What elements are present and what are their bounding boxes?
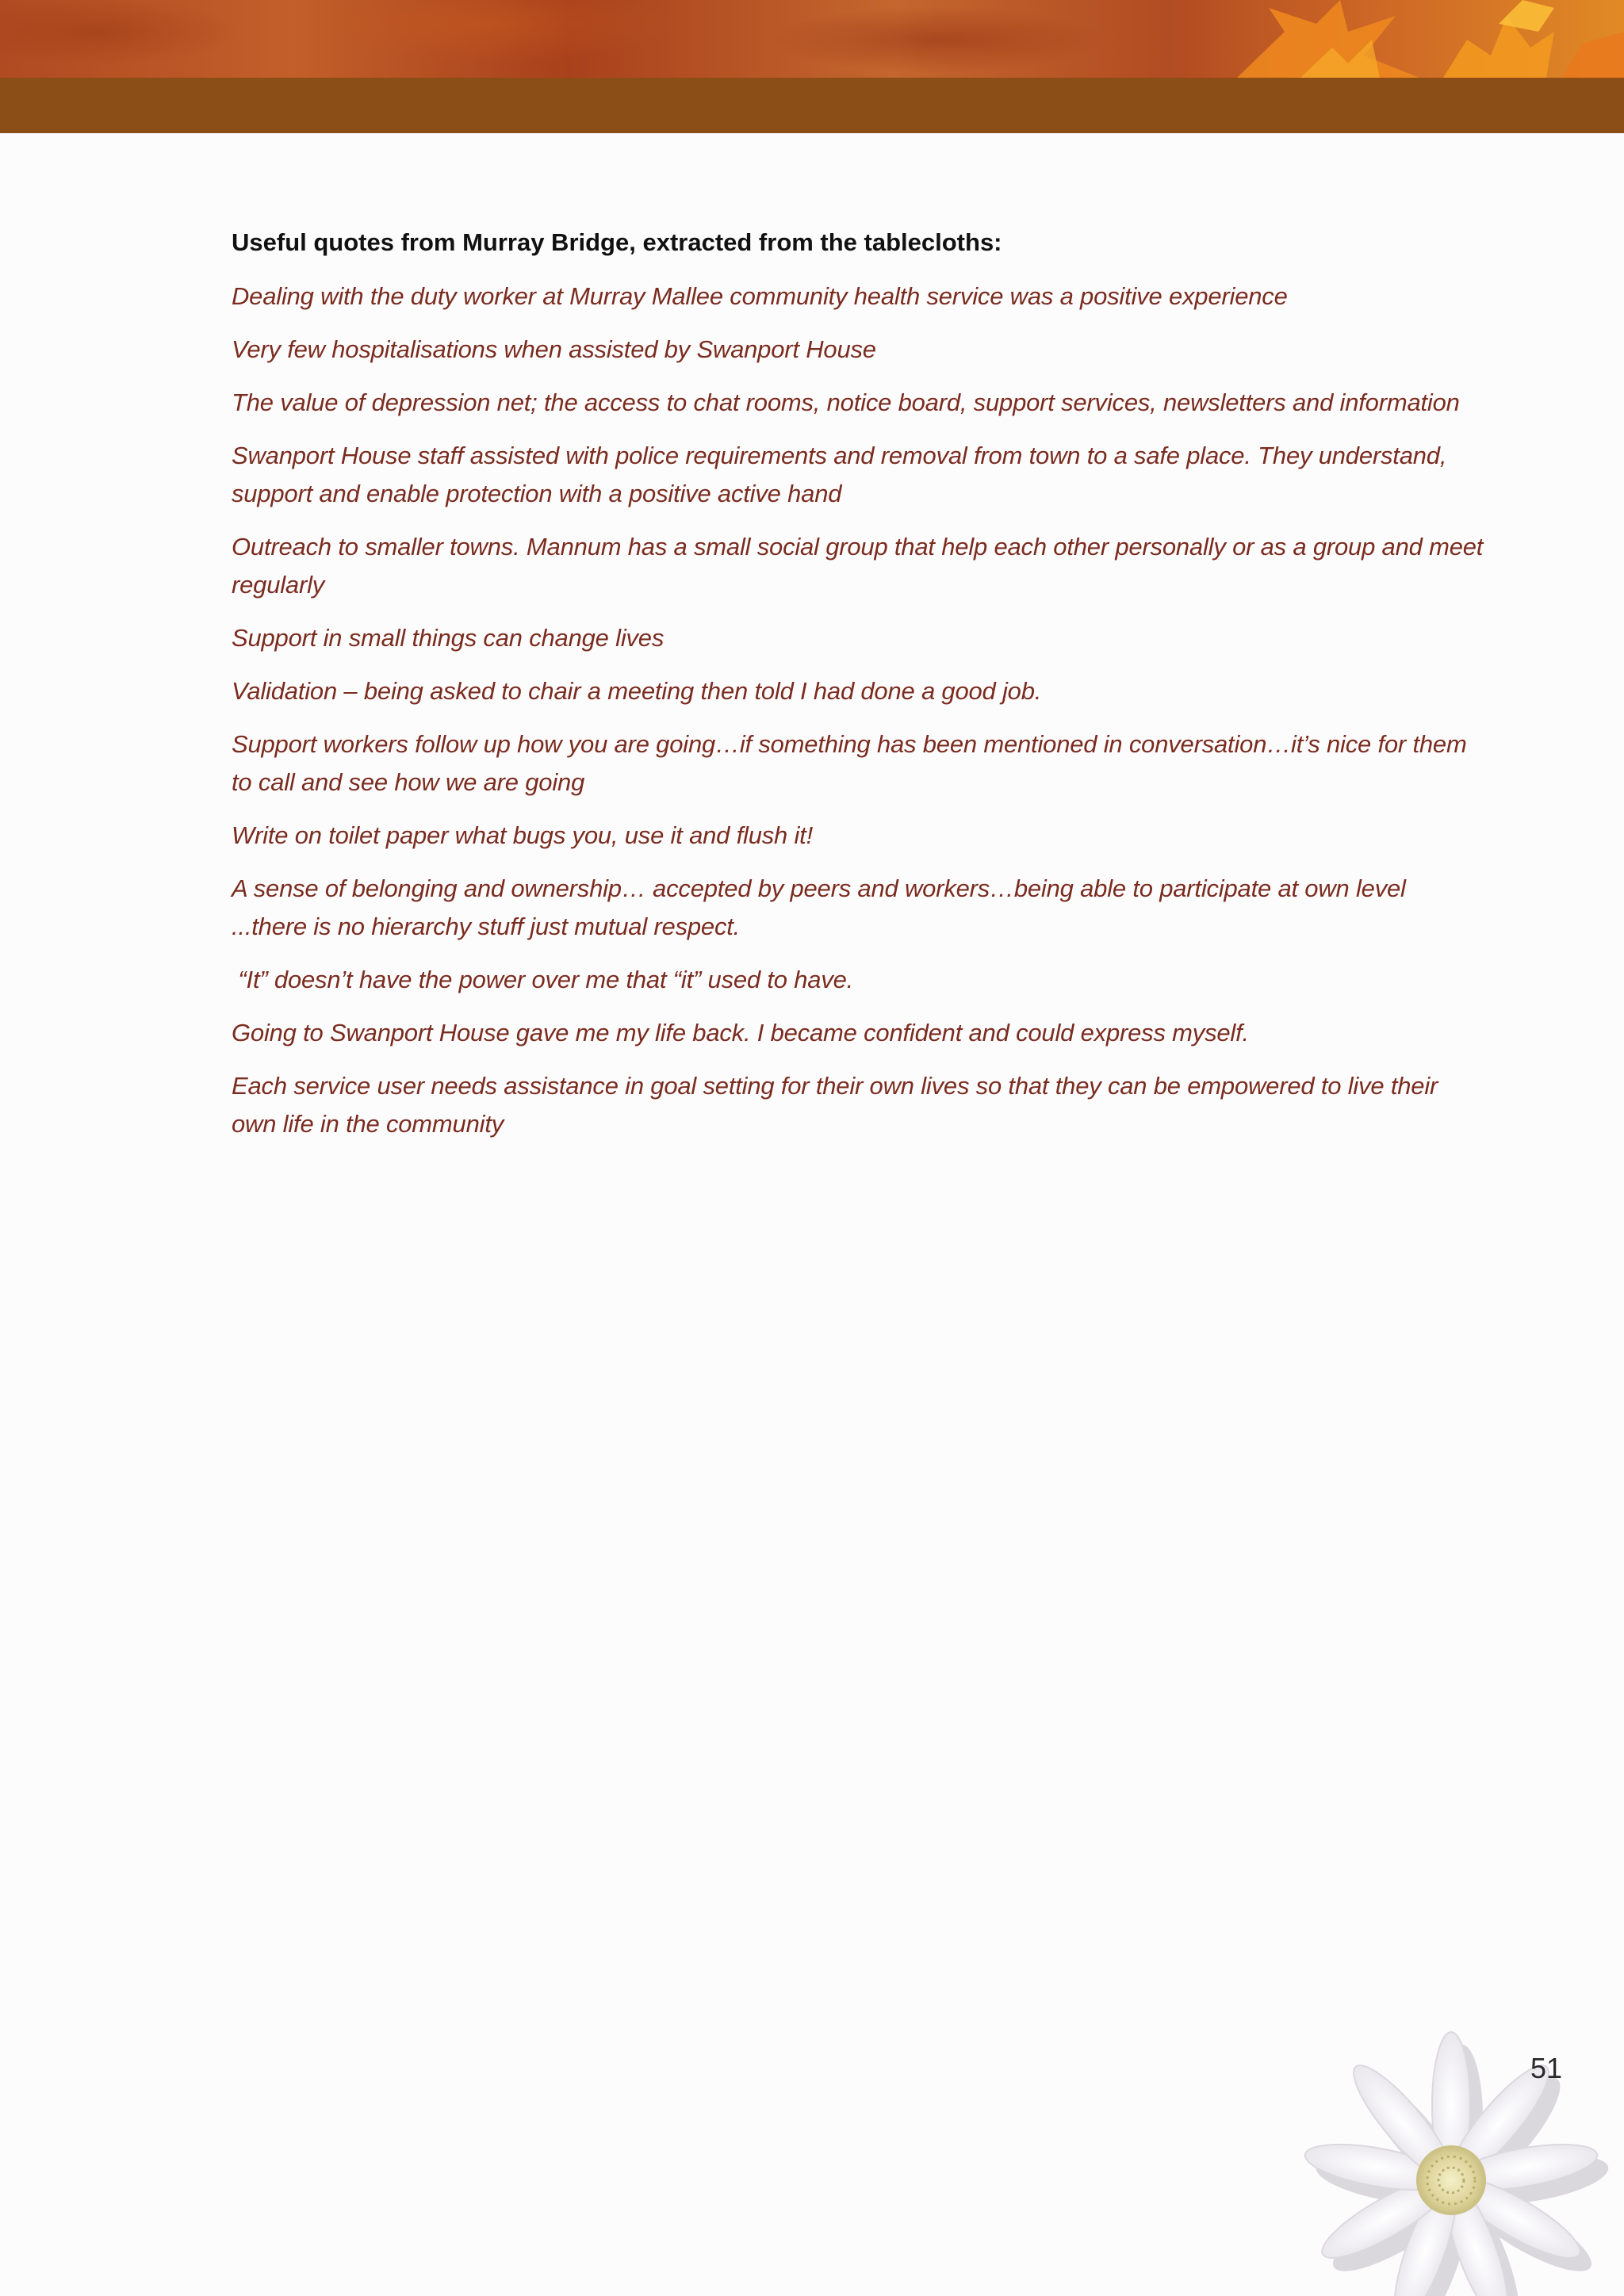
flower-icon (1253, 2030, 1624, 2296)
quotes-section (232, 225, 1490, 1158)
quote-item: Support in small things can change lives (232, 624, 665, 652)
quote-item: Going to Swanport House gave me my life back. I became confident and could express myself. (232, 1019, 1249, 1047)
quote-item: Support workers follow up how you are going…if something has been mentioned in conversation…it’s nice for them to call and see how we are going (232, 730, 1473, 796)
quote-item: The value of depression net; the access to chat rooms, notice board, support services, newsletters and information (232, 388, 1460, 416)
quote-item: Write on toilet paper what bugs you, use it and flush it! (232, 821, 814, 849)
header-band (0, 78, 1624, 133)
quote-item: Swanport House staff assisted with police requirements and removal from town to a safe place. They understand, support and enable protection with a positive active hand (232, 442, 1454, 507)
section-heading: Useful quotes from Murray Bridge, extracted from the tablecloths: (232, 228, 1002, 256)
quote-item: A sense of belonging and ownership… accepted by peers and workers…being able to participate at own level ...there is no hierarchy stuff just mutual respect. (232, 874, 1413, 940)
quote-item: Validation – being asked to chair a meeting then told I had done a good job. (232, 677, 1042, 705)
quote-item: “It” doesn’t have the power over me that “it” used to have. (232, 966, 854, 993)
quote-item: Each service user needs assistance in goal setting for their own lives so that they can be empowered to live their own life in the community (232, 1072, 1445, 1138)
quote-item: Dealing with the duty worker at Murray Mallee community health service was a positive experience (232, 282, 1288, 310)
quote-item: Very few hospitalisations when assisted by Swanport House (232, 335, 876, 363)
header-banner-image (0, 0, 1624, 78)
page-number: 51 (1530, 2052, 1563, 2084)
quote-item: Outreach to smaller towns. Mannum has a small social group that help each other personally or as a group and meet regularly (232, 533, 1490, 599)
leaf-decoration-icon (0, 0, 1624, 78)
